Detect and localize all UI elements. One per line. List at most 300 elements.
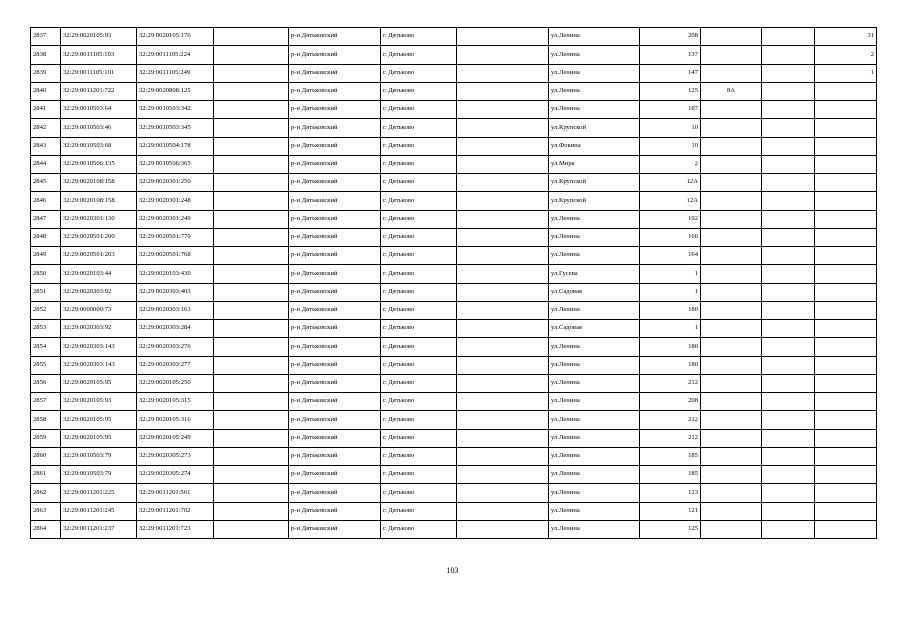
empty-cell [762,301,815,319]
building-block-cell [701,192,762,210]
house-number-cell: 212 [640,429,701,447]
empty-cell [214,411,289,429]
cadastral-number-cell: 32:29:0000000:73 [61,301,137,319]
empty-cell [762,338,815,356]
row-number-cell: 2839 [31,64,61,82]
page-number: 103 [446,566,459,575]
table-row [31,411,877,429]
district-cell: р-н Дятьковский [289,393,381,411]
building-block-cell [701,338,762,356]
last-value-cell [815,228,877,246]
table-row [31,192,877,210]
house-number-cell: 125 [640,520,701,538]
cadastral-number-building-cell: 32:29:0020501:768 [137,247,214,265]
city-cell: г. Дятьково [381,174,457,192]
city-cell: г. Дятьково [381,155,457,173]
house-number-cell: 187 [640,101,701,119]
building-block-cell [701,393,762,411]
last-value-cell: 31 [815,28,877,46]
last-value-cell [815,374,877,392]
district-cell: р-н Дятьковский [289,192,381,210]
row-number-cell: 2842 [31,119,61,137]
district-cell: р-н Дятьковский [289,119,381,137]
empty-cell [214,210,289,228]
empty-cell [214,192,289,210]
building-block-cell: 8А [701,82,762,100]
empty-cell [762,356,815,374]
empty-cell [762,484,815,502]
district-cell: р-н Дятьковский [289,484,381,502]
cadastral-number-building-cell: 32:29:0020105:250 [137,374,214,392]
street-cell: ул.Ленина [549,247,640,265]
row-number-cell: 2854 [31,338,61,356]
street-cell: ул.Крупской [549,119,640,137]
empty-cell [457,28,549,46]
street-cell: ул.Ленина [549,502,640,520]
house-number-cell: 123 [640,484,701,502]
cadastral-number-building-cell: 32:29:0010503:345 [137,119,214,137]
cadastral-number-building-cell: 32:29:0020808:125 [137,82,214,100]
cadastral-number-cell: 32:29:0020108:158 [61,174,137,192]
empty-cell [457,119,549,137]
table-row [31,429,877,447]
district-cell: р-н Дятьковский [289,101,381,119]
building-block-cell [701,119,762,137]
empty-cell [457,320,549,338]
last-value-cell [815,101,877,119]
cadastral-number-cell: 32:29:0011201:722 [61,82,137,100]
row-number-cell: 2862 [31,484,61,502]
empty-cell [457,283,549,301]
empty-cell [762,137,815,155]
city-cell: г. Дятьково [381,46,457,64]
building-block-cell [701,137,762,155]
district-cell: р-н Дятьковский [289,447,381,465]
row-number-cell: 2852 [31,301,61,319]
empty-cell [214,283,289,301]
last-value-cell [815,192,877,210]
district-cell: р-н Дятьковский [289,338,381,356]
table-row [31,301,877,319]
empty-cell [762,393,815,411]
house-number-cell: 12А [640,174,701,192]
table-row [31,210,877,228]
building-block-cell [701,429,762,447]
cadastral-number-building-cell: 32:29:0020305:273 [137,447,214,465]
empty-cell [762,411,815,429]
table-row [31,174,877,192]
row-number-cell: 2849 [31,247,61,265]
row-number-cell: 2857 [31,393,61,411]
building-block-cell [701,447,762,465]
building-block-cell [701,283,762,301]
empty-cell [214,119,289,137]
cadastral-number-cell: 32:29:0020301:130 [61,210,137,228]
table-row [31,520,877,538]
building-block-cell [701,502,762,520]
row-number-cell: 2859 [31,429,61,447]
cadastral-number-building-cell: 32:29:0011105:224 [137,46,214,64]
house-number-cell: 185 [640,466,701,484]
cadastral-number-building-cell: 32:29:0020303:276 [137,338,214,356]
district-cell: р-н Дятьковский [289,265,381,283]
last-value-cell [815,320,877,338]
city-cell: г. Дятьково [381,64,457,82]
empty-cell [457,411,549,429]
house-number-cell: 1 [640,320,701,338]
empty-cell [457,64,549,82]
empty-cell [214,356,289,374]
cadastral-number-cell: 32:29:0010503:79 [61,447,137,465]
cadastral-number-building-cell: 32:29:0020105:249 [137,429,214,447]
table-row [31,101,877,119]
building-block-cell [701,265,762,283]
cadastral-number-building-cell: 32:29:0020303:163 [137,301,214,319]
city-cell: г. Дятьково [381,101,457,119]
street-cell: ул.Ленина [549,28,640,46]
street-cell: ул.Ленина [549,374,640,392]
empty-cell [762,447,815,465]
district-cell: р-н Дятьковский [289,374,381,392]
cadastral-number-cell: 32:29:0020108:158 [61,192,137,210]
cadastral-number-building-cell: 32:29:0010504:178 [137,137,214,155]
district-cell: р-н Дятьковский [289,137,381,155]
table-row [31,356,877,374]
city-cell: г. Дятьково [381,429,457,447]
row-number-cell: 2850 [31,265,61,283]
row-number-cell: 2856 [31,374,61,392]
house-number-cell: 10 [640,119,701,137]
cadastral-number-cell: 32:29:0010503:79 [61,466,137,484]
empty-cell [214,174,289,192]
district-cell: р-н Дятьковский [289,429,381,447]
empty-cell [214,265,289,283]
row-number-cell: 2847 [31,210,61,228]
city-cell: г. Дятьково [381,520,457,538]
row-number-cell: 2846 [31,192,61,210]
row-number-cell: 2851 [31,283,61,301]
table-row [31,119,877,137]
table-row [31,393,877,411]
last-value-cell [815,356,877,374]
row-number-cell: 2858 [31,411,61,429]
empty-cell [762,64,815,82]
row-number-cell: 2855 [31,356,61,374]
cadastral-number-cell: 32:29:0020303:143 [61,338,137,356]
empty-cell [214,374,289,392]
street-cell: ул.Ленина [549,338,640,356]
last-value-cell [815,393,877,411]
cadastral-number-building-cell: 32:29:0010503:342 [137,101,214,119]
empty-cell [457,356,549,374]
registry-table-body [31,28,877,539]
street-cell: ул.Ленина [549,447,640,465]
district-cell: р-н Дятьковский [289,28,381,46]
empty-cell [457,155,549,173]
last-value-cell [815,466,877,484]
city-cell: г. Дятьково [381,338,457,356]
empty-cell [214,520,289,538]
street-cell: ул.Ленина [549,393,640,411]
city-cell: г. Дятьково [381,447,457,465]
empty-cell [762,466,815,484]
house-number-cell: 137 [640,46,701,64]
table-row [31,155,877,173]
empty-cell [214,82,289,100]
building-block-cell [701,46,762,64]
row-number-cell: 2838 [31,46,61,64]
city-cell: г. Дятьково [381,466,457,484]
building-block-cell [701,301,762,319]
empty-cell [762,283,815,301]
last-value-cell [815,502,877,520]
table-row [31,64,877,82]
building-block-cell [701,210,762,228]
city-cell: г. Дятьково [381,119,457,137]
row-number-cell: 2845 [31,174,61,192]
district-cell: р-н Дятьковский [289,247,381,265]
last-value-cell [815,155,877,173]
table-row [31,228,877,246]
empty-cell [214,28,289,46]
empty-cell [457,466,549,484]
city-cell: г. Дятьково [381,320,457,338]
house-number-cell: 166 [640,228,701,246]
cadastral-number-cell: 32:29:0011201:237 [61,520,137,538]
building-block-cell [701,320,762,338]
street-cell: ул.Гусева [549,265,640,283]
empty-cell [457,429,549,447]
street-cell: ул.Крупской [549,192,640,210]
last-value-cell [815,411,877,429]
row-number-cell: 2844 [31,155,61,173]
cadastral-number-building-cell: 32:29:0020105:315 [137,393,214,411]
last-value-cell [815,82,877,100]
city-cell: г. Дятьково [381,301,457,319]
empty-cell [457,502,549,520]
empty-cell [214,247,289,265]
cadastral-number-building-cell: 32:29:0011105:249 [137,64,214,82]
empty-cell [214,502,289,520]
street-cell: ул.Садовая [549,320,640,338]
cadastral-number-cell: 32:29:0011105:101 [61,64,137,82]
city-cell: г. Дятьково [381,356,457,374]
table-row [31,320,877,338]
cadastral-number-cell: 32:29:0020303:92 [61,283,137,301]
street-cell: ул.Садовая [549,283,640,301]
cadastral-number-building-cell: 32:29:0020303:284 [137,320,214,338]
cadastral-number-building-cell: 32:29:0020103:430 [137,265,214,283]
empty-cell [762,228,815,246]
district-cell: р-н Дятьковский [289,320,381,338]
empty-cell [762,192,815,210]
district-cell: р-н Дятьковский [289,502,381,520]
empty-cell [762,374,815,392]
row-number-cell: 2863 [31,502,61,520]
row-number-cell: 2864 [31,520,61,538]
building-block-cell [701,520,762,538]
empty-cell [457,520,549,538]
cadastral-number-building-cell: 32:29:0020303:403 [137,283,214,301]
district-cell: р-н Дятьковский [289,301,381,319]
cadastral-number-cell: 32:29:0010503:64 [61,101,137,119]
empty-cell [762,119,815,137]
registry-table [30,27,877,539]
street-cell: ул.Ленина [549,64,640,82]
empty-cell [457,247,549,265]
city-cell: г. Дятьково [381,228,457,246]
last-value-cell [815,484,877,502]
table-row [31,447,877,465]
city-cell: г. Дятьково [381,265,457,283]
cadastral-number-cell: 32:29:0010503:46 [61,119,137,137]
house-number-cell: 180 [640,356,701,374]
cadastral-number-building-cell: 32:29:0020303:277 [137,356,214,374]
empty-cell [457,46,549,64]
empty-cell [762,520,815,538]
district-cell: р-н Дятьковский [289,520,381,538]
empty-cell [214,101,289,119]
district-cell: р-н Дятьковский [289,155,381,173]
empty-cell [214,466,289,484]
row-number-cell: 2861 [31,466,61,484]
row-number-cell: 2848 [31,228,61,246]
district-cell: р-н Дятьковский [289,466,381,484]
house-number-cell: 1 [640,265,701,283]
district-cell: р-н Дятьковский [289,210,381,228]
empty-cell [214,137,289,155]
building-block-cell [701,101,762,119]
district-cell: р-н Дятьковский [289,411,381,429]
table-row [31,374,877,392]
table-row [31,283,877,301]
empty-cell [214,447,289,465]
district-cell: р-н Дятьковский [289,64,381,82]
cadastral-number-building-cell: 32:29:0011201:723 [137,520,214,538]
city-cell: г. Дятьково [381,247,457,265]
city-cell: г. Дятьково [381,484,457,502]
house-number-cell: 180 [640,301,701,319]
cadastral-number-building-cell: 32:29:0011201:561 [137,484,214,502]
table-row [31,484,877,502]
row-number-cell: 2853 [31,320,61,338]
empty-cell [457,192,549,210]
building-block-cell [701,484,762,502]
last-value-cell: 2 [815,46,877,64]
last-value-cell [815,338,877,356]
empty-cell [457,82,549,100]
cadastral-number-cell: 32:29:0020105:95 [61,429,137,447]
district-cell: р-н Дятьковский [289,174,381,192]
empty-cell [457,447,549,465]
city-cell: г. Дятьково [381,393,457,411]
empty-cell [214,155,289,173]
row-number-cell: 2860 [31,447,61,465]
street-cell: ул.Ленина [549,466,640,484]
street-cell: ул.Ленина [549,101,640,119]
empty-cell [457,393,549,411]
empty-cell [214,228,289,246]
street-cell: ул.Фокина [549,137,640,155]
row-number-cell: 2841 [31,101,61,119]
empty-cell [214,64,289,82]
last-value-cell [815,429,877,447]
building-block-cell [701,356,762,374]
registry-sheet [30,27,876,539]
cadastral-number-cell: 32:29:0011201:225 [61,484,137,502]
city-cell: г. Дятьково [381,502,457,520]
cadastral-number-cell: 32:29:0020105:93 [61,393,137,411]
cadastral-number-cell: 32:29:0010503:68 [61,137,137,155]
empty-cell [214,484,289,502]
cadastral-number-building-cell: 32:29:0020301:250 [137,174,214,192]
street-cell: ул.Крупской [549,174,640,192]
cadastral-number-cell: 32:29:0011105:103 [61,46,137,64]
building-block-cell [701,466,762,484]
building-block-cell [701,411,762,429]
empty-cell [214,46,289,64]
empty-cell [457,174,549,192]
cadastral-number-building-cell: 32:29:0020301:248 [137,192,214,210]
district-cell: р-н Дятьковский [289,356,381,374]
building-block-cell [701,374,762,392]
table-row [31,466,877,484]
empty-cell [762,320,815,338]
empty-cell [762,28,815,46]
last-value-cell: 1 [815,64,877,82]
house-number-cell: 164 [640,247,701,265]
last-value-cell [815,520,877,538]
table-row [31,46,877,64]
house-number-cell: 147 [640,64,701,82]
table-row [31,338,877,356]
house-number-cell: 1 [640,283,701,301]
city-cell: г. Дятьково [381,137,457,155]
last-value-cell [815,174,877,192]
street-cell: ул.Ленина [549,301,640,319]
city-cell: г. Дятьково [381,82,457,100]
city-cell: г. Дятьково [381,192,457,210]
street-cell: ул.Ленина [549,82,640,100]
empty-cell [762,174,815,192]
empty-cell [457,374,549,392]
city-cell: г. Дятьково [381,283,457,301]
street-cell: ул.Ленина [549,46,640,64]
empty-cell [214,393,289,411]
house-number-cell: 2 [640,155,701,173]
last-value-cell [815,210,877,228]
row-number-cell: 2843 [31,137,61,155]
city-cell: г. Дятьково [381,28,457,46]
street-cell: ул.Ленина [549,484,640,502]
cadastral-number-cell: 32:29:0020105:93 [61,28,137,46]
empty-cell [457,265,549,283]
street-cell: ул.Ленина [549,228,640,246]
last-value-cell [815,283,877,301]
district-cell: р-н Дятьковский [289,82,381,100]
empty-cell [457,137,549,155]
house-number-cell: 192 [640,210,701,228]
empty-cell [762,265,815,283]
street-cell: ул.Ленина [549,411,640,429]
city-cell: г. Дятьково [381,374,457,392]
table-row [31,82,877,100]
table-row [31,247,877,265]
district-cell: р-н Дятьковский [289,283,381,301]
empty-cell [762,247,815,265]
house-number-cell: 180 [640,338,701,356]
empty-cell [762,155,815,173]
